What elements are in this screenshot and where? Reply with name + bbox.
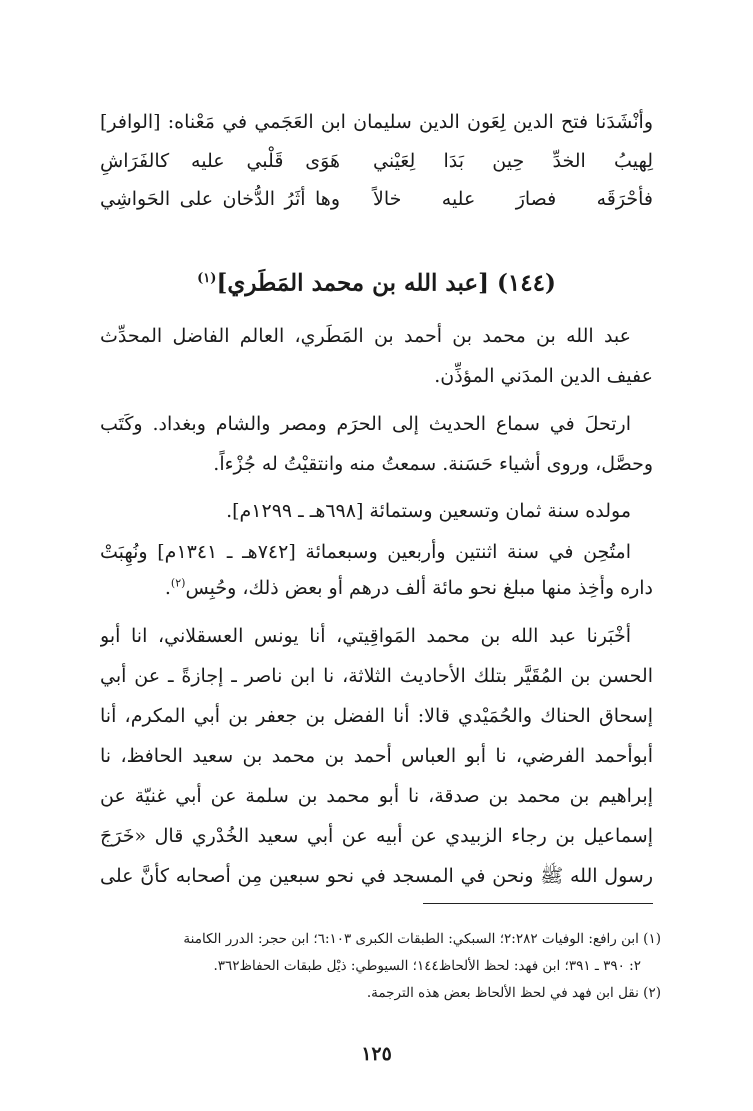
paragraph-1-line-2: عفيف الدين المدَني المؤذِّن. [434,365,653,387]
paragraph-5-line-1: أخْبَرنا عبد الله بن محمد المَواقِيتي، أنا يونس العسقلاني، انا أبو [100,625,631,647]
paragraph-4-line-2-text: داره وأُخِذ منها مبلغ نحو مائة ألف درهم أو بعض ذلك، وحُبِس [185,577,653,599]
paragraph-3-birth: مولده سنة ثمان وتسعين وستمائة [٦٩٨هـ ـ ١٢٩٩م]. [226,500,631,522]
poem-intro: وأنْشَدَنا فتح الدين لِعَون الدين سليمان ابن العَجَمي في مَعْناه: [الوافر] [100,111,653,133]
page-number: ١٢٥ [361,1043,392,1065]
footnote-1-line-1: (١) ابن رافع: الوفيات ٢:٢٨٢؛ السبكي: الطبقات الكبرى ٦:١٠٣؛ ابن حجر: الدرر الكامنة [183,931,661,947]
poem-verse-2 [100,184,653,214]
paragraph-5-line-4: أبوأحمد الفرضي، نا أبو العباس أحمد بن محمد بن سعيد الحافظ، نا [100,745,653,767]
paragraph-4-line-2 [100,574,653,602]
entry-heading-text: (١٤٤) [عبد الله بن محمد المَطَري] [216,269,556,297]
paragraph-4-line-1: امتُحِن في سنة اثنتين وأربعين وسبعمائة [٧٤٢هـ ـ ١٣٤١م] ونُهِبَتْ [100,541,632,563]
paragraph-4-end-period: . [164,577,171,599]
paragraph-2-line-2: وحصَّل، وروى أشياء حَسَنة. سمعتُ منه وانتقيْتُ له جُزْءاً. [213,453,653,475]
verse-1-second-hemistich: هَوَى قَلْبي عليه كالفَرَاشِ [100,150,340,172]
footnote-ref-2: (٢) [170,576,186,590]
verse-1-first-hemistich: لِهيبُ الخدِّ حِين بَدَا لِعَيْني [373,150,653,172]
paragraph-1-line-1: عبد الله بن محمد بن أحمد بن المَطَري، العالم الفاضل المحدِّث [100,325,631,347]
heading-footnote-ref: (١) [197,271,217,286]
paragraph-5-line-7: رسول الله ﷺ ونحن في المسجد في نحو سبعين مِن أصحابه كأنَّ على [100,865,653,887]
paragraph-5-line-5: إبراهيم بن محمد بن صدقة، نا أبو محمد بن سلمة عن أبي غنيّة عن [100,785,653,807]
entry-heading [0,262,753,301]
verse-2-second-hemistich: وها أثَرُ الدُّخان على الحَواشِي [100,188,340,210]
paragraph-5-line-2: الحسن بن المُقَيَّر بتلك الأحاديث الثلاثة، نا ابن ناصر ـ إجازةً ـ عن أبي [100,665,653,687]
paragraph-5-line-6: إسماعيل بن رجاء الزبيدي عن أبيه عن أبي سعيد الخُدْري قال «خَرَجَ [100,825,653,847]
footnote-1-line-2: ٢: ٣٩٠ ـ ٣٩١؛ ابن فهد: لحظ الألحاظ١٤٤؛ السيوطي: ذيْل طبقات الحفاظ٣٦٢. [213,958,641,974]
verse-2-first-hemistich: فأحْرَقَه فصارَ عليه خالاً [373,188,653,210]
footnote-2: (٢) نقل ابن فهد في لحظ الألحاظ بعض هذه الترجمة. [366,985,661,1001]
paragraph-5-line-3: إسحاق الحناك والحُمَيْدي قالا: أنا الفضل بن جعفر بن أبي المكرم، أنا [100,705,653,727]
footnote-separator [423,903,653,904]
poem-verse-1 [100,146,653,176]
paragraph-2-line-1: ارتحلَ في سماع الحديث إلى الحرَم ومصر والشام وبغداد. وكَتَب [100,413,631,435]
